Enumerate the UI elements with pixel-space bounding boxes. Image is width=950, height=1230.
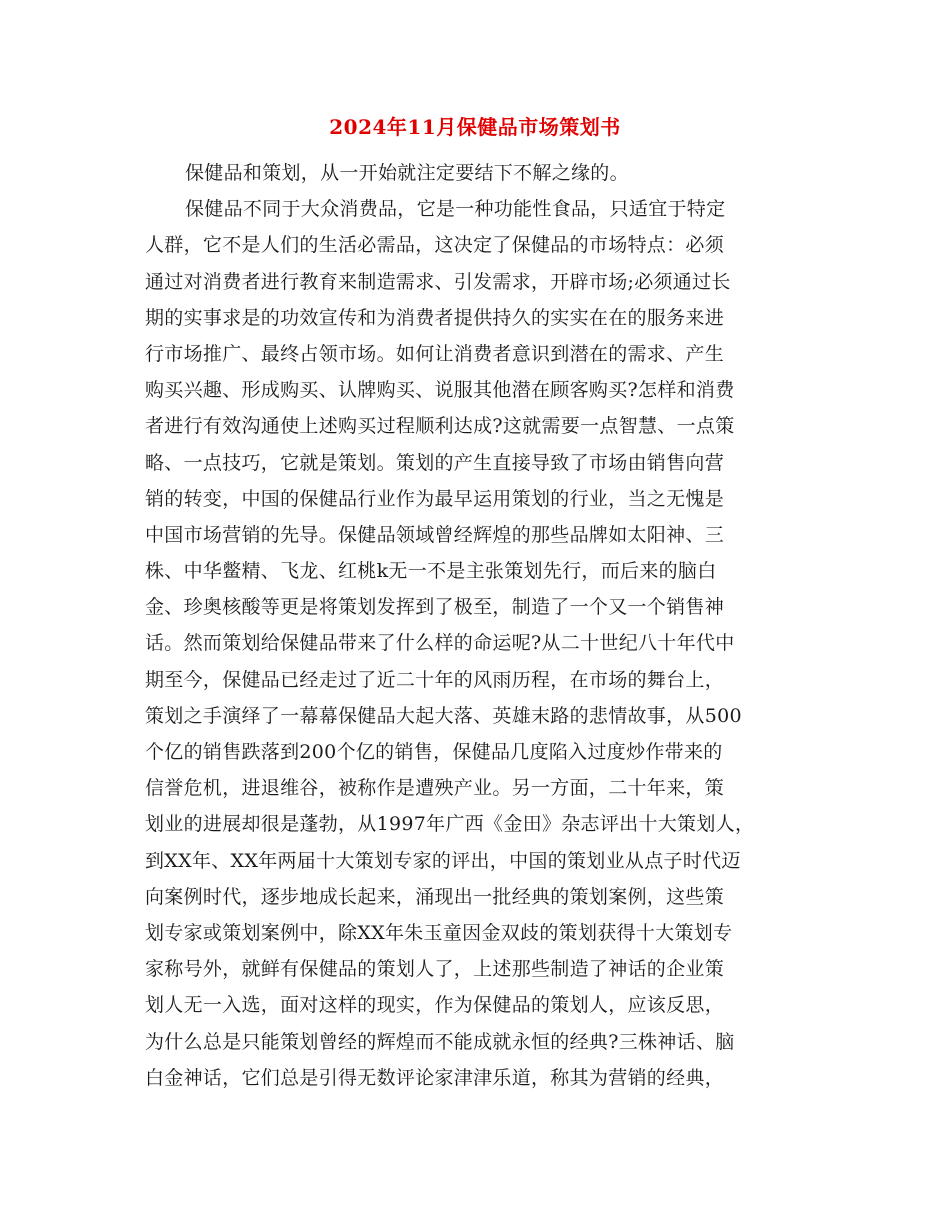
paragraph-2 <box>145 191 825 1096</box>
text-line: 策划之手演绎了一幕幕保健品大起大落、英雄末路的悲情故事，从500 <box>145 704 742 727</box>
paragraph-1 <box>145 155 825 191</box>
text-line: 通过对消费者进行教育来制造需求、引发需求，开辟市场;必须通过长 <box>145 270 731 293</box>
text-line: 保健品和策划，从一开始就注定要结下不解之缘的。 <box>185 162 629 184</box>
document-body <box>145 155 825 1096</box>
text-line: 金、珍奥核酸等更是将策划发挥到了极至，制造了一个又一个销售神 <box>145 596 725 619</box>
text-line: 销的转变，中国的保健品行业作为最早运用策划的行业，当之无愧是 <box>145 487 725 510</box>
text-line: 划业的进展却很是蓬勃，从1997年广西《金田》杂志评出十大策划人， <box>145 813 755 836</box>
text-line: 个亿的销售跌落到200个亿的销售，保健品几度陷入过度炒作带来的 <box>145 741 723 763</box>
text-line: 家称号外，就鲜有保健品的策划人了，上述那些制造了神话的企业策 <box>145 958 725 981</box>
document-title: 2024年11月保健品市场策划书 <box>329 115 621 139</box>
text-line: 到XX年、XX年两届十大策划专家的评出，中国的策划业从点子时代迈 <box>145 849 741 872</box>
text-line: 为什么总是只能策划曾经的辉煌而不能成就永恒的经典?三株神话、脑 <box>145 1030 735 1053</box>
text-line: 信誉危机，进退维谷，被称作是遭殃产业。另一方面，二十年来，策 <box>145 777 725 800</box>
text-line: 期的实事求是的功效宣传和为消费者提供持久的实实在在的服务来进 <box>145 306 725 329</box>
text-line: 中国市场营销的先导。保健品领域曾经辉煌的那些品牌如太阳神、三 <box>145 523 725 546</box>
text-line: 人群，它不是人们的生活必需品，这决定了保健品的市场特点：必须 <box>145 234 725 257</box>
text-line: 者进行有效沟通使上述购买过程顺利达成?这就需要一点智慧、一点策 <box>145 415 735 438</box>
text-line: 购买兴趣、形成购买、认牌购买、说服其他潜在顾客购买?怎样和消费 <box>145 379 735 402</box>
text-line: 保健品不同于大众消费品，它是一种功能性食品，只适宜于特定 <box>185 198 726 221</box>
text-line: 略、一点技巧，它就是策划。策划的产生直接导致了市场由销售向营 <box>145 451 725 474</box>
text-line: 话。然而策划给保健品带来了什么样的命运呢?从二十世纪八十年代中 <box>145 632 735 655</box>
text-line: 向案例时代，逐步地成长起来，涌现出一批经典的策划案例，这些策 <box>145 885 725 908</box>
text-line: 划人无一入选，面对这样的现实，作为保健品的策划人，应该反思， <box>145 994 725 1017</box>
text-line: 划专家或策划案例中，除XX年朱玉童因金双歧的策划获得十大策划专 <box>145 921 733 944</box>
text-line: 株、中华鳖精、飞龙、红桃k无一不是主张策划先行，而后来的脑白 <box>145 560 717 583</box>
text-line: 行市场推广、最终占领市场。如何让消费者意识到潜在的需求、产生 <box>145 342 725 365</box>
text-line: 白金神话，它们总是引得无数评论家津津乐道，称其为营销的经典， <box>145 1066 725 1089</box>
text-line: 期至今，保健品已经走过了近二十年的风雨历程，在市场的舞台上， <box>145 668 725 691</box>
